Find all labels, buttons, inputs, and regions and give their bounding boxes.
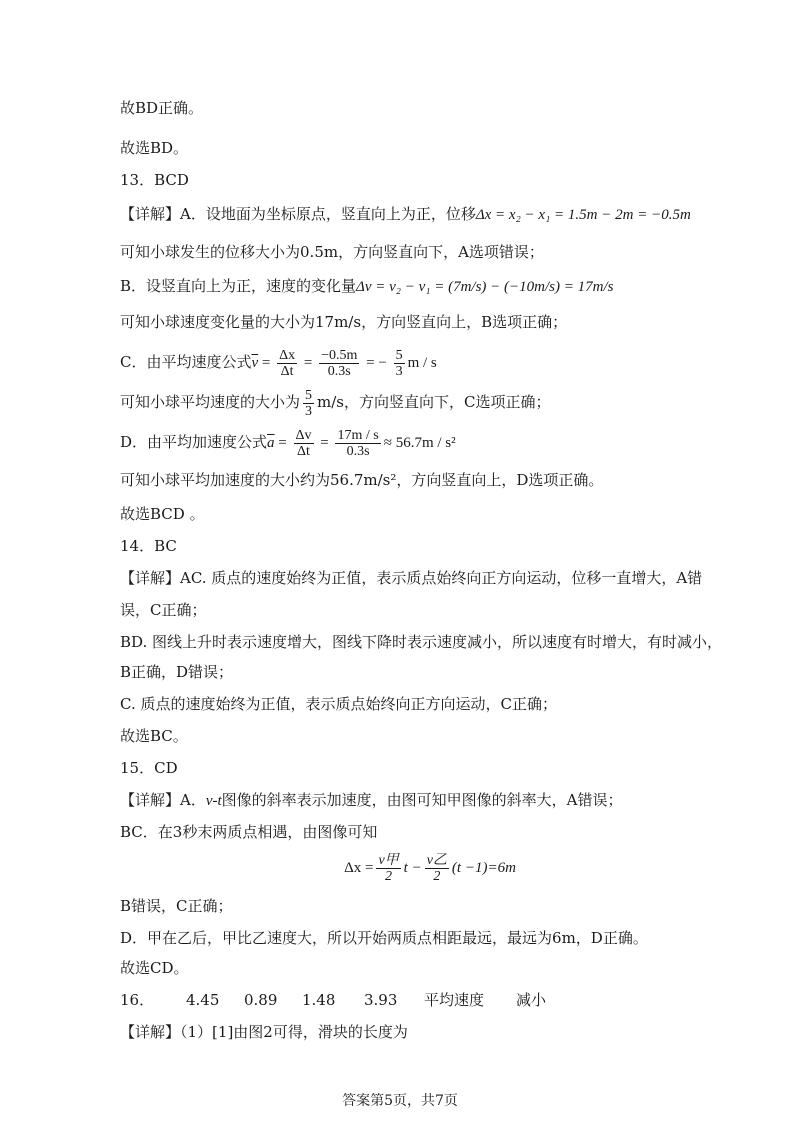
text-line: B错误，C正确；	[120, 897, 233, 915]
text-line: C. 质点的速度始终为正值，表示质点始终向正方向运动，C正确；	[120, 695, 557, 713]
answer: 平均速度	[424, 991, 485, 1009]
vt-label: v-t	[205, 793, 222, 809]
fraction: $\frac{5}{3}$	[395, 347, 403, 379]
text-line: 故选BCD 。	[120, 505, 205, 523]
text-line: 故选BD。	[120, 139, 189, 157]
text-line: 可知小球平均加速度的大小约为56.7m/s²，方向竖直向上，D选项正确。	[120, 471, 604, 489]
text-line: D．甲在乙后，甲比乙速度大，所以开始两质点相距最远，最远为6m，D正确。	[120, 929, 648, 947]
answer: 4.45	[186, 991, 220, 1009]
answer-line	[120, 990, 740, 1010]
text-line: 故选BC。	[120, 727, 188, 745]
v-bar: $\overline{v}$	[251, 355, 259, 371]
text-line	[120, 276, 740, 297]
equation: Δv = v₂ − v₁ = (7m/s) − (−10m/s) = 17m/s	[356, 279, 614, 295]
fraction: $\frac{5}{3}$	[305, 387, 313, 419]
question-number: 16．	[120, 991, 155, 1009]
text: m/s，方向竖直向下，C选项正确；	[317, 393, 551, 411]
text: C．由平均速度公式	[120, 353, 252, 371]
text: 图像的斜率表示加速度，由图可知甲图像的斜率大，A错误；	[221, 791, 623, 809]
question-number: 15．CD	[120, 759, 178, 777]
text: 可知小球平均速度的大小为	[120, 393, 301, 411]
text-line: BC．在3秒末两质点相遇，由图像可知	[120, 823, 378, 841]
answer: 3.93	[364, 991, 398, 1009]
text: B．设竖直向上为正，速度的变化量	[120, 277, 357, 295]
fraction: $\frac{\Delta v}{\Delta t}$	[295, 427, 312, 459]
text-line: 可知小球发生的位移大小为0.5m，方向竖直向下，A选项错误；	[120, 243, 544, 261]
text: D．由平均加速度公式	[120, 433, 268, 451]
text-line	[120, 384, 740, 420]
answer: 减小	[516, 991, 547, 1009]
fraction: $\frac{17m / s}{0.3s}$	[337, 427, 379, 459]
equation: Δx = x₂ − x₁ = 1.5m − 2m = −0.5m	[475, 207, 691, 223]
text-line: 可知小球速度变化量的大小为17m/s，方向竖直向上，B选项正确；	[120, 313, 568, 331]
page-footer: 答案第5页，共7页	[342, 1093, 458, 1109]
text-line: BD. 图线上升时表示速度增大，图线下降时表示速度减小，所以速度有时增大，有时减小，	[120, 633, 723, 651]
fraction: $\frac{\text{v甲}}{2}$	[378, 853, 399, 885]
answer: 1.48	[302, 991, 336, 1009]
text-line	[120, 790, 740, 811]
a-bar: $\overline{a}$	[267, 435, 275, 451]
text-line: B正确，D错误；	[120, 663, 234, 681]
text-line: 误，C正确；	[120, 601, 207, 619]
text-line: C．由平均速度公式$\overline{v}$ = $\frac{\Delta x}{\Delta t}$ = $\frac{-0.5m}{0.3s}$ = − $\frac{5}{3}$ m / s	[120, 347, 437, 379]
text-line: D．由平均加速度公式$\overline{a}$ = $\frac{\Delta v}{\Delta t}$ = $\frac{17m / s}{0.3s}$ ≈ 56.7m / s²	[120, 427, 456, 459]
question-number: 14．BC	[120, 537, 177, 555]
text-line: 故BD正确。	[120, 99, 204, 117]
fraction: $\frac{\text{v乙}}{2}$	[426, 853, 447, 885]
text: 【详解】A．设地面为坐标原点，竖直向上为正，位移	[120, 205, 476, 223]
displayed-equation: Δx = $\frac{\text{v甲}}{2}$ t − $\frac{\text{v乙}}{2}$ (t −1)=6m	[344, 853, 516, 885]
answer: 0.89	[244, 991, 278, 1009]
text: 【详解】A．	[120, 791, 206, 809]
fraction: $\frac{\Delta x}{\Delta t}$	[279, 347, 296, 379]
question-number: 13．BCD	[120, 171, 189, 189]
text-line: 故选CD。	[120, 959, 189, 977]
text-line: 【详解】AC. 质点的速度始终为正值，表示质点始终向正方向运动，位移一直增大，A错	[120, 569, 703, 587]
text-line: 【详解】（1）[1]由图2可得，滑块的长度为	[120, 1023, 408, 1041]
text-line	[120, 204, 740, 225]
fraction: $\frac{-0.5m}{0.3s}$	[321, 347, 358, 379]
